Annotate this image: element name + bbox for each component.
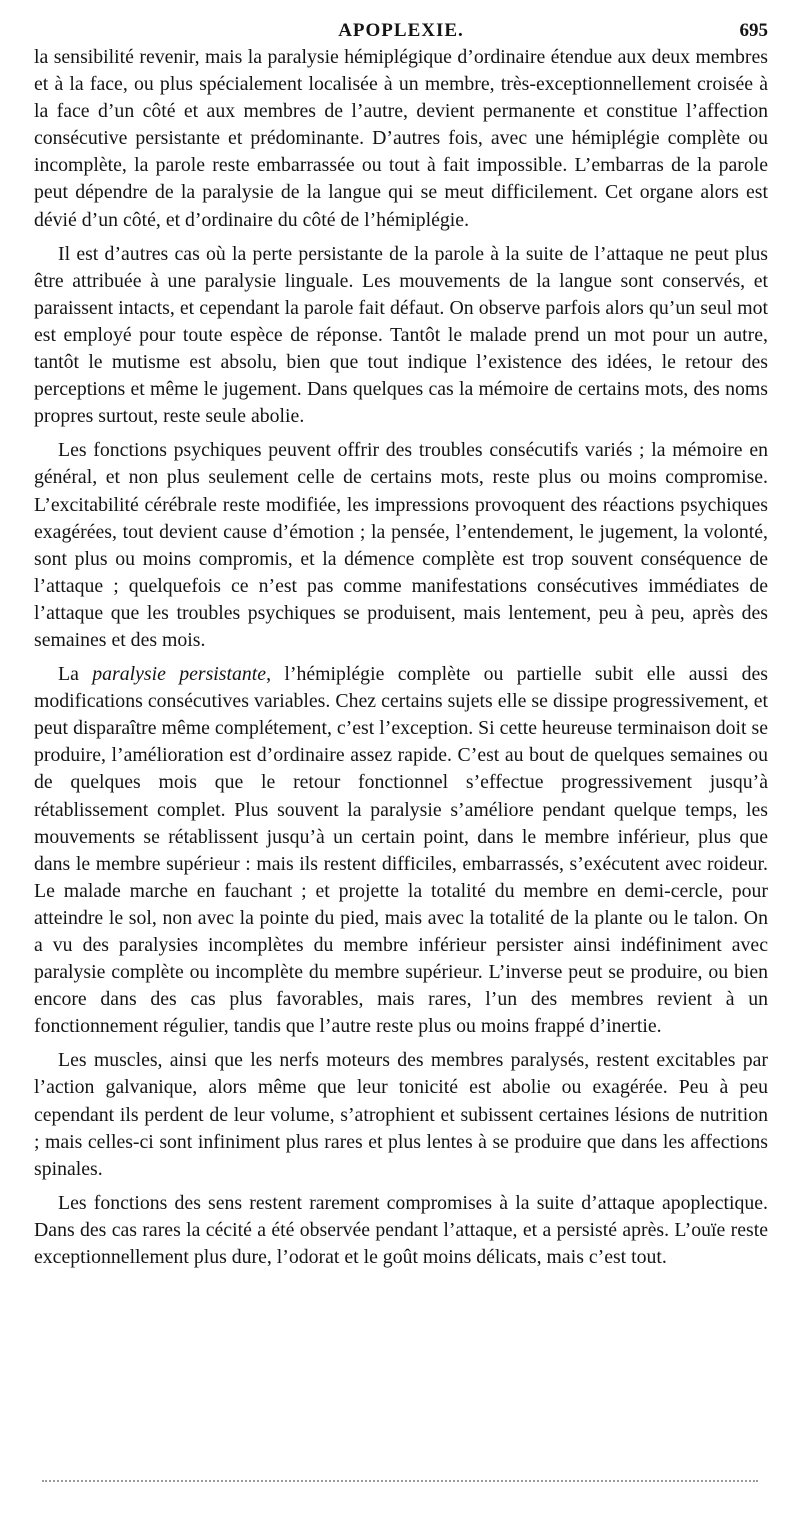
- paragraph-muscles: Les muscles, ainsi que les nerfs moteurs des membres paralysés, restent excitables par l’action galvanique, alors même que leur tonicité est abolie ou exagérée. Peu à peu cependant ils perdent de leur volume, s’atrophient et subissent certaines lésions de nutrition ; mais celles-ci sont infiniment plus rares et plus lentes à se produire que dans les affections spinales.: [34, 1049, 768, 1180]
- paragraph-psychic-functions: Les fonctions psychiques peuvent offrir des troubles consécutifs variés ; la mémoire en général, et non plus seulement celle de certains mots, reste plus ou moins compromise. L’excitabilité cérébrale reste modifiée, les impressions provoquent des réactions psychiques exagérées, tout devient cause d’émotion ; la pensée, l’entendement, le jugement, la volonté, sont plus ou moins compromis, et la démence complète est trop souvent conséquence de l’attaque ; quelquefois ce n’est pas comme manifestations consécutives immédiates de l’attaque que les troubles psychiques se produisent, mais lentement, peu à peu, après des semaines et des mois.: [34, 439, 768, 651]
- paragraph-senses: Les fonctions des sens restent rarement compromises à la suite d’attaque apoplectique. Dans des cas rares la cécité a été observée pendant l’attaque, et a persisté après. L’ouïe reste exceptionnellement plus dure, l’odorat et le goût moins délicats, mais c’est tout.: [34, 1191, 768, 1269]
- paragraph-body: , l’hémiplégie complète ou partielle subit elle aussi des modifications consécutives variables. Chez certains sujets elle se dissipe progressivement, et peut disparaître même complétement, c’est l’exception. Si cette heureuse terminaison doit se produire, l’amélioration est d’ordinaire assez rapide. C’est au bout de quelques semaines ou de quelques mois que le retour fonctionnel s’effectue progressivement jusqu’à rétablissement complet. Plus souvent la paralysie s’améliore pendant quelque temps, les mouvements se rétablissent jusqu’à un certain point, dans le membre inférieur, plus que dans le membre supérieur : mais ils restent difficiles, embarrassés, s’exécutent avec roideur. Le malade marche en fauchant ; et projette la totalité du membre en demi-cercle, pour atteindre le sol, non avec la pointe du pied, mais avec la totalité de la plante ou le talon. On a vu des paralysies incomplètes du membre inférieur persister ainsi indéfiniment avec paralysie complète ou incomplète du membre supérieur. L’inverse peut se produire, ou bien encore dans des cas plus favorables, mais rares, l’un des membres revient à un fonctionnement régulier, tandis que l’autre reste plus ou moins frappé d’inertie.: [34, 663, 768, 1038]
- paragraph-speech-loss: Il est d’autres cas où la perte persistante de la parole à la suite de l’attaque ne peut plus être attribuée à une paralysie linguale. Les mouvements de la langue sont conservés, et paraissent intacts, et cependant la parole fait défaut. On observe parfois alors qu’un seul mot est employé pour toute espèce de réponse. Tantôt le malade prend un mot pour un autre, tantôt le mutisme est absolu, bien que tout indique l’existence des idées, le retour des perceptions et même le jugement. Dans quelques cas la mémoire de certains mots, des noms propres surtout, reste seule abolie.: [34, 242, 768, 428]
- paragraph-lead: La: [58, 663, 93, 686]
- body-text: [34, 44, 768, 1271]
- italic-term-paralysie-persistante: paralysie persistante: [92, 663, 267, 686]
- book-page: [34, 14, 768, 1494]
- footer-rule: [42, 1480, 758, 1482]
- paragraph-persistent-paralysis: [34, 661, 768, 1040]
- page-header: [34, 14, 768, 44]
- running-title: APOPLEXIE.: [338, 20, 464, 41]
- paragraph-continuation: la sensibilité revenir, mais la paralysie hémiplégique d’ordinaire étendue aux deux membres et à la face, ou plus spécialement localisée à un membre, très-exceptionnellement croisée à la face d’un côté et aux membres de l’autre, devient permanente et constitue l’affection consécutive persistante et prédominante. D’autres fois, avec une hémiplégie complète ou incomplète, la parole reste embarrassée ou tout à fait impossible. L’embarras de la parole peut dépendre de la paralysie de la langue qui se meut difficilement. Cet organe alors est dévié d’un côté, et d’ordinaire du côté de l’hémiplégie.: [34, 46, 768, 231]
- page-number: 695: [739, 20, 768, 41]
